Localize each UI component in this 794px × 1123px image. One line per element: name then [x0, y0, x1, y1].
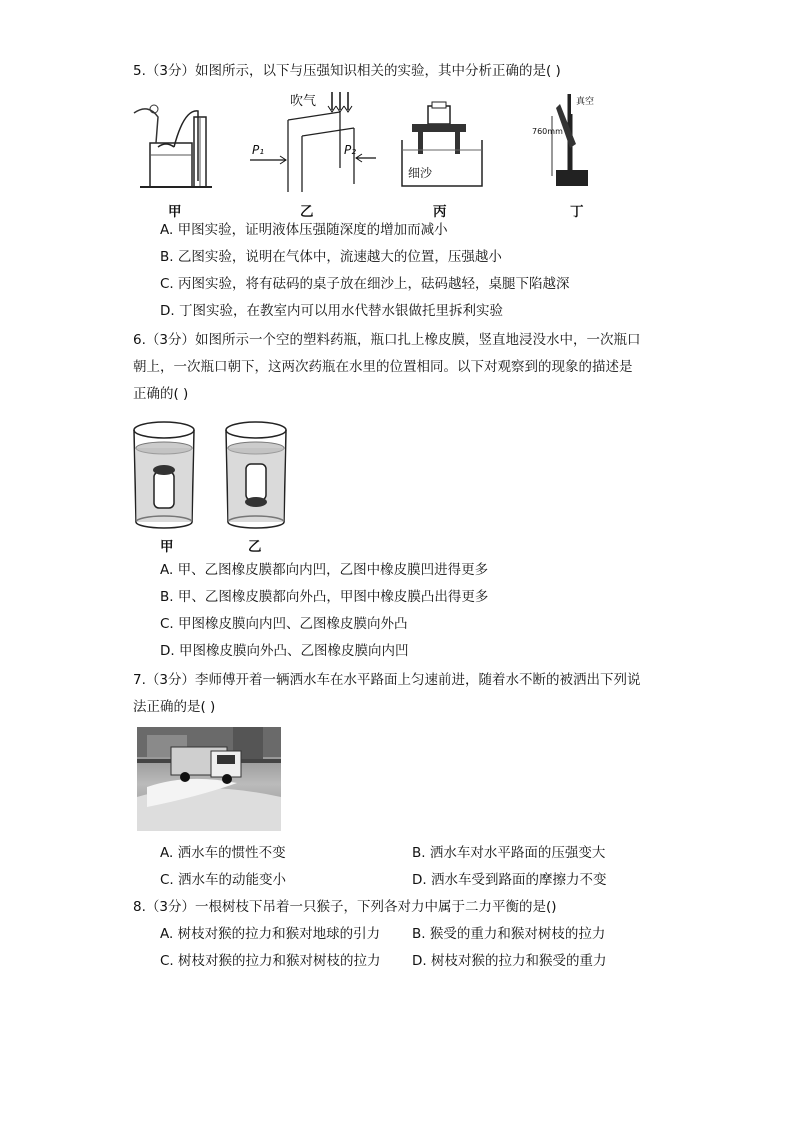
q5-option-b[interactable]: B. 乙图实验，说明在气体中，流速越大的位置，压强越小 [160, 249, 502, 265]
q8-option-b[interactable]: B. 猴受的重力和猴对树枝的拉力 [412, 926, 606, 942]
q7-option-c[interactable]: C. 洒水车的动能变小 [160, 872, 287, 888]
q5-blow-label: 吹气 [290, 94, 317, 109]
q6-fig-label-yi: 乙 [248, 539, 262, 555]
q5-fig-label-bing: 丙 [433, 204, 447, 220]
q5-sand-label: 细沙 [408, 166, 433, 180]
q7-option-d[interactable]: D. 洒水车受到路面的摩擦力不变 [412, 872, 607, 888]
q6-fig-label-jia: 甲 [160, 539, 174, 555]
q7-option-b[interactable]: B. 洒水车对水平路面的压强变大 [412, 845, 606, 861]
q6-option-d[interactable]: D. 甲图橡皮膜向外凸、乙图橡皮膜向内凹 [160, 643, 409, 659]
q5-option-c[interactable]: C. 丙图实验，将有砝码的桌子放在细沙上，砝码越轻，桌腿下陷越深 [160, 276, 570, 292]
q5-fig-jia [130, 95, 220, 195]
q5-p1-label: P₁ [252, 143, 265, 157]
q5-vacuum-label: 真空 [576, 97, 595, 107]
q6-stem-line-1: 6.（3分）如图所示一个空的塑料药瓶，瓶口扎上橡皮膜，竖直地浸没水中，一次瓶口 [133, 332, 641, 348]
q6-stem-line-2: 朝上，一次瓶口朝下，这两次药瓶在水里的位置相同。以下对观察到的现象的描述是 [133, 359, 633, 375]
q5-fig-label-jia: 甲 [168, 204, 182, 220]
q5-option-a[interactable]: A. 甲图实验，证明液体压强随深度的增加而减小 [160, 222, 448, 238]
q5-760mm-label: 760mm [532, 127, 563, 136]
q8-option-a[interactable]: A. 树枝对猴的拉力和猴对地球的引力 [160, 926, 381, 942]
q5-stem: 5.（3分）如图所示，以下与压强知识相关的实验，其中分析正确的是( ) [133, 63, 561, 79]
q5-fig-label-ding: 丁 [570, 204, 584, 220]
q5-fig-ding [530, 92, 600, 192]
q8-option-d[interactable]: D. 树枝对猴的拉力和猴受的重力 [412, 953, 607, 969]
q6-fig-jia [130, 418, 200, 530]
q8-option-c[interactable]: C. 树枝对猴的拉力和猴对树枝的拉力 [160, 953, 381, 969]
q7-option-a[interactable]: A. 洒水车的惯性不变 [160, 845, 286, 861]
q5-option-d[interactable]: D. 丁图实验，在教室内可以用水代替水银做托里拆利实验 [160, 303, 503, 319]
q6-option-b[interactable]: B. 甲、乙图橡皮膜都向外凸，甲图中橡皮膜凸出得更多 [160, 589, 489, 605]
q8-stem: 8.（3分）一根树枝下吊着一只猴子，下列各对力中属于二力平衡的是() [133, 899, 557, 915]
q6-fig-yi [222, 418, 292, 530]
q6-option-c[interactable]: C. 甲图橡皮膜向内凹、乙图橡皮膜向外凸 [160, 616, 408, 632]
q7-stem-line-1: 7.（3分）李师傅开着一辆洒水车在水平路面上匀速前进，随着水不断的被洒出下列说 [133, 672, 641, 688]
q7-sprinkler-truck-photo [137, 727, 281, 831]
q6-stem-line-3: 正确的( ) [133, 386, 189, 402]
q5-p2-label: P₂ [344, 143, 357, 157]
q6-option-a[interactable]: A. 甲、乙图橡皮膜都向内凹，乙图中橡皮膜凹进得更多 [160, 562, 489, 578]
q5-fig-label-yi: 乙 [300, 204, 314, 220]
q7-stem-line-2: 法正确的是( ) [133, 699, 216, 715]
